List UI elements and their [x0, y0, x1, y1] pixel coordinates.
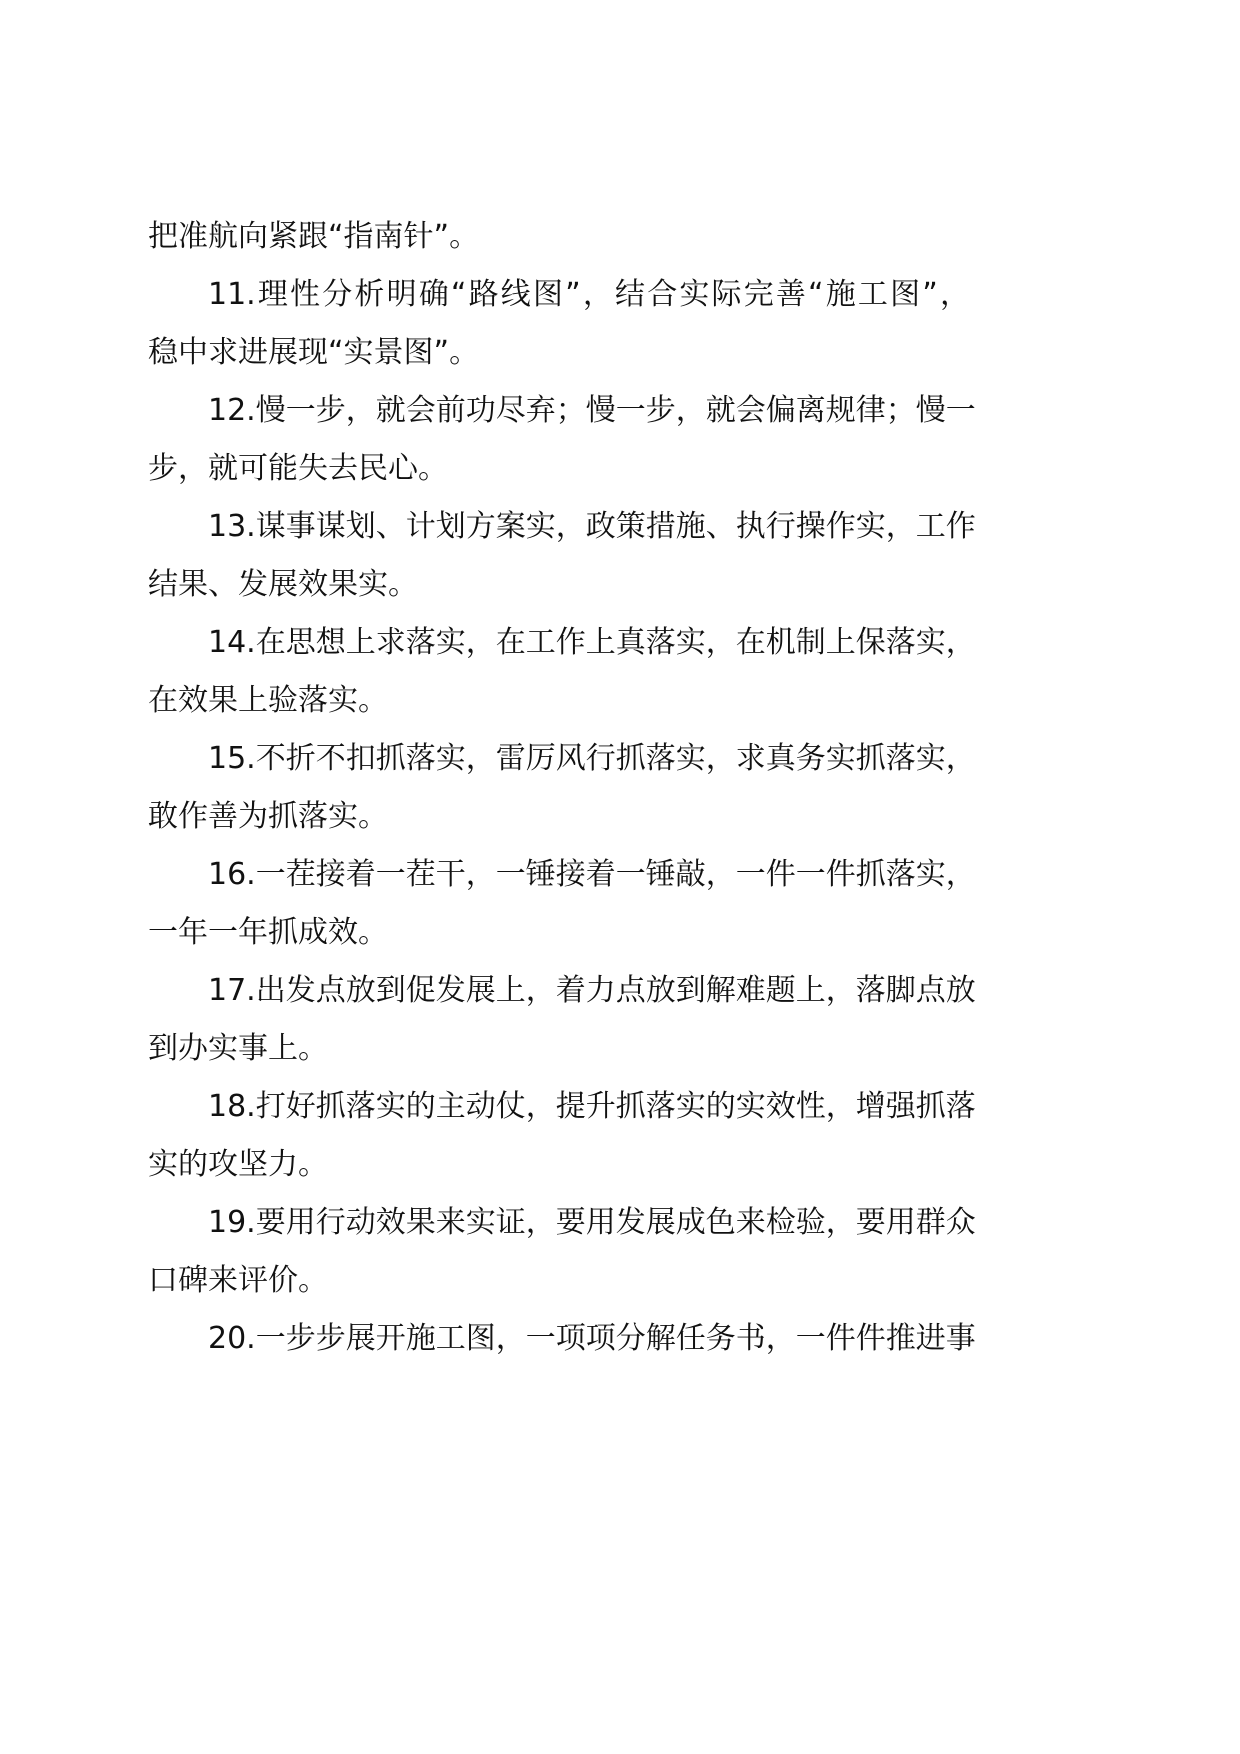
text-line: 19.要用行动效果来实证，要用发展成色来检验，要用群众 [208, 1205, 976, 1240]
text-line: 结果、发展效果实。 [148, 567, 418, 602]
text-line: 11.理性分析明确“路线图”，结合实际完善“施工图”， [208, 277, 970, 312]
text-line: 步，就可能失去民心。 [148, 451, 448, 486]
text-line: 把准航向紧跟“指南针”。 [148, 219, 480, 254]
text-line: 口碑来评价。 [148, 1263, 328, 1298]
paragraph-item-13 [148, 498, 976, 614]
text-line: 17.出发点放到促发展上，着力点放到解难题上，落脚点放 [208, 973, 976, 1008]
paragraph-item-17 [148, 962, 976, 1078]
text-line: 14.在思想上求落实，在工作上真落实，在机制上保落实， [208, 625, 976, 660]
paragraph-item-12 [148, 382, 976, 498]
text-line: 稳中求进展现“实景图”。 [148, 335, 480, 370]
paragraph-item-18 [148, 1078, 976, 1194]
paragraph-item-19 [148, 1194, 976, 1310]
text-line: 20.一步步展开施工图，一项项分解任务书，一件件推进事 [208, 1321, 976, 1356]
text-line: 13.谋事谋划、计划方案实，政策措施、执行操作实，工作 [208, 509, 976, 544]
text-line: 15.不折不扣抓落实，雷厉风行抓落实，求真务实抓落实， [208, 741, 976, 776]
document-body [148, 208, 976, 1368]
text-line: 一年一年抓成效。 [148, 915, 388, 950]
paragraph-item-16 [148, 846, 976, 962]
text-line: 16.一茬接着一茬干，一锤接着一锤敲，一件一件抓落实， [208, 857, 976, 892]
paragraph-item-20 [148, 1310, 976, 1368]
paragraph-item-14 [148, 614, 976, 730]
text-line: 18.打好抓落实的主动仗，提升抓落实的实效性，增强抓落 [208, 1089, 976, 1124]
text-line: 在效果上验落实。 [148, 683, 388, 718]
paragraph-item-15 [148, 730, 976, 846]
text-line: 实的攻坚力。 [148, 1147, 328, 1182]
text-line: 12.慢一步，就会前功尽弃；慢一步，就会偏离规律；慢一 [208, 393, 976, 428]
text-line: 敢作善为抓落实。 [148, 799, 388, 834]
paragraph-continuation [148, 208, 970, 266]
paragraph-item-11 [148, 266, 970, 382]
text-line: 到办实事上。 [148, 1031, 328, 1066]
